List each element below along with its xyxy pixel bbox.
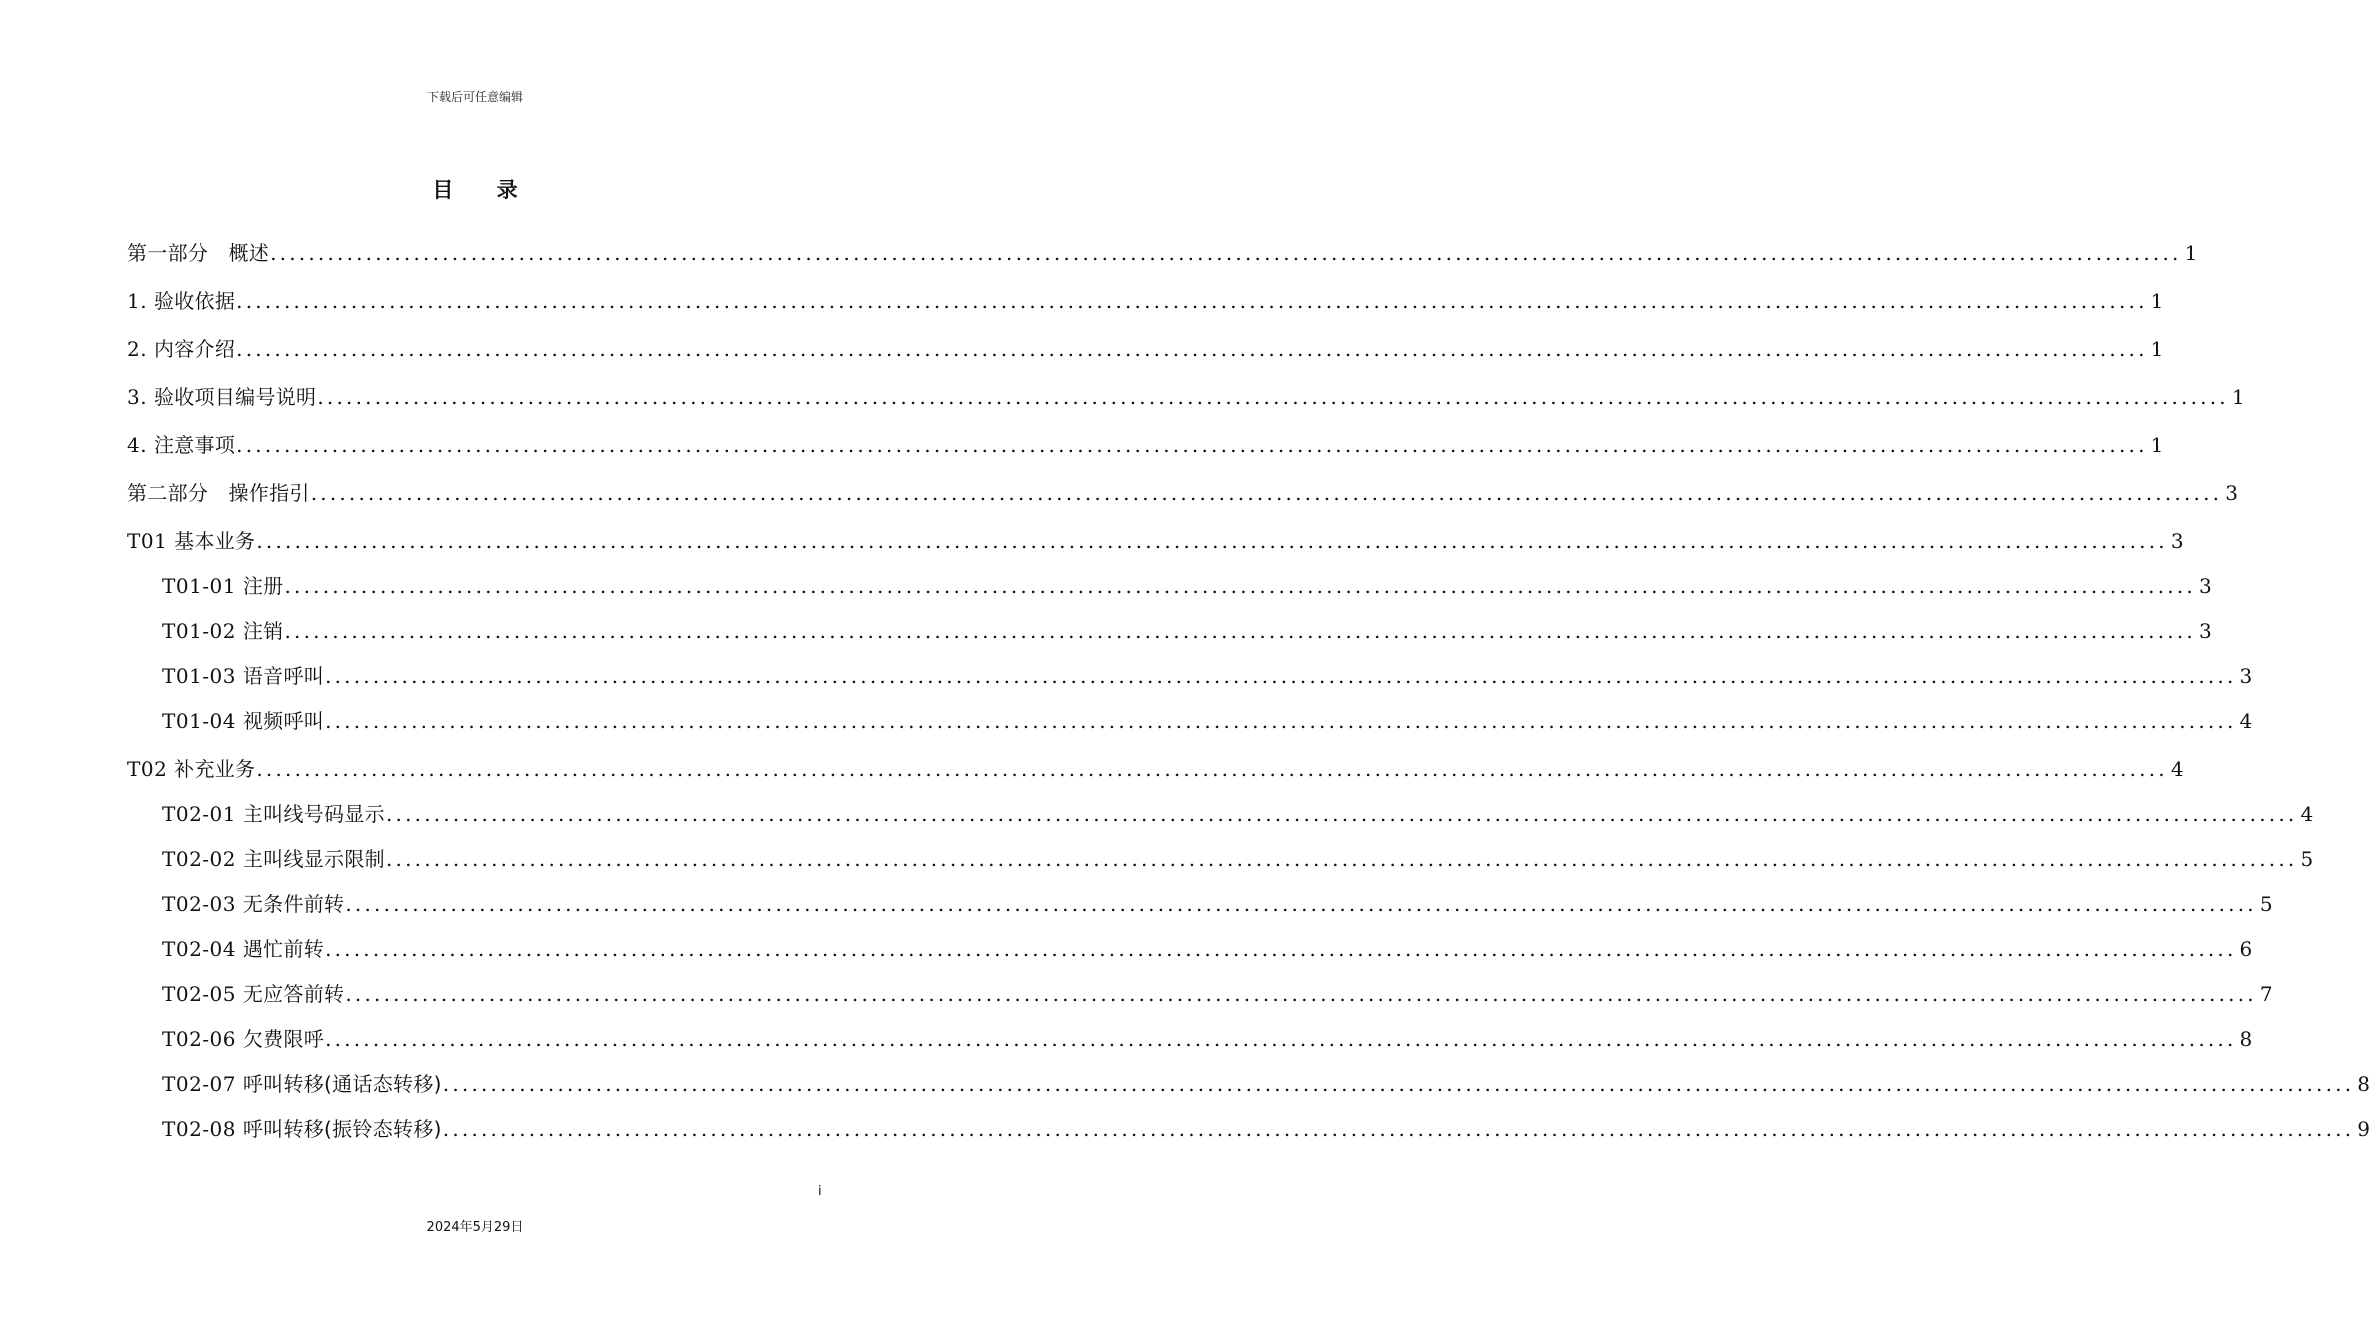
toc-leader-dots: ........................................................................................................................................................................................................	[385, 847, 2298, 871]
toc-entry-title: 遇忙前转	[242, 937, 325, 961]
toc-entry-page: 3	[2225, 481, 2238, 505]
toc-leader-dots: ........................................................................................................................................................................................................	[442, 1072, 2355, 1096]
toc-entry-page: 1	[2150, 433, 2164, 457]
toc-entry-page: 1	[2231, 385, 2245, 409]
toc-entry-number: T02-02	[162, 847, 243, 871]
toc-leader-dots: ........................................................................................................................................................................................................	[345, 892, 2257, 916]
toc-entry-page: 4	[2170, 757, 2184, 781]
toc-entry-page: 1	[2184, 241, 2198, 265]
toc-leader-dots: ........................................................................................................................................................................................................	[270, 241, 2182, 265]
toc-entry-page: 5	[2259, 892, 2273, 916]
toc-leader-dots: ........................................................................................................................................................................................................	[284, 574, 2196, 598]
toc-entry-page: 8	[2357, 1072, 2370, 1096]
toc-entry-title: 注销	[242, 619, 284, 643]
toc-entry-page: 3	[2198, 619, 2212, 643]
toc-title: 目 录	[432, 178, 536, 202]
toc-entry-page: 6	[2239, 937, 2253, 961]
toc-entry[interactable]	[127, 526, 2184, 556]
toc-entry-title: 呼叫转移(振铃态转移)	[242, 1117, 442, 1141]
toc-entry-title: 补充业务	[174, 757, 256, 781]
toc-entry-title: 主叫线显示限制	[242, 847, 385, 871]
toc-entry-page: 7	[2259, 982, 2273, 1006]
toc-leader-dots: ........................................................................................................................................................................................................	[345, 982, 2257, 1006]
toc-entry-title: 注册	[242, 574, 284, 598]
toc-entry-title: 验收项目编号说明	[153, 385, 317, 409]
toc-entry-title: 第一部分 概述	[127, 241, 270, 265]
toc-entry-page: 4	[2239, 709, 2253, 733]
toc-entry-number: T02-03	[162, 892, 243, 916]
toc-entry-number: T02-01	[162, 802, 243, 826]
toc-entry[interactable]	[127, 1024, 2253, 1054]
toc-entry-number: 3.	[127, 385, 154, 409]
toc-leader-dots: ........................................................................................................................................................................................................	[236, 289, 2148, 313]
toc-entry-number: T01	[127, 529, 175, 553]
toc-leader-dots: ........................................................................................................................................................................................................	[442, 1117, 2355, 1141]
toc-entry-number: T02-07	[162, 1072, 243, 1096]
toc-entry-page: 4	[2300, 802, 2314, 826]
toc-entry-number: T01-04	[162, 709, 243, 733]
toc-entry-number: T02-06	[162, 1027, 243, 1051]
toc-entry-number: 2.	[127, 337, 154, 361]
toc-entry-page: 1	[2150, 337, 2164, 361]
toc-entry-number: T02	[127, 757, 175, 781]
toc-leader-dots: ........................................................................................................................................................................................................	[236, 433, 2148, 457]
toc-entry-title: 语音呼叫	[242, 664, 325, 688]
toc-entry-number: T02-04	[162, 937, 243, 961]
toc-entry-page: 9	[2357, 1117, 2370, 1141]
toc-entry[interactable]	[127, 844, 2314, 874]
toc-entry[interactable]	[127, 616, 2212, 646]
toc-leader-dots: ........................................................................................................................................................................................................	[325, 709, 2237, 733]
toc-entry[interactable]	[127, 382, 2245, 412]
toc-entry[interactable]	[127, 754, 2184, 784]
toc-entry[interactable]	[127, 1114, 2370, 1144]
toc-entry-number: T02-08	[162, 1117, 243, 1141]
toc-entry-page: 3	[2198, 574, 2212, 598]
toc-entry-title: 视频呼叫	[242, 709, 325, 733]
toc-entry-number: T02-05	[162, 982, 243, 1006]
toc-entry-number: 1.	[127, 289, 154, 313]
toc-entry-title: 呼叫转移(通话态转移)	[242, 1072, 442, 1096]
toc-entry-page: 3	[2239, 664, 2253, 688]
toc-entry-title: 内容介绍	[153, 337, 236, 361]
toc-entry-page: 8	[2239, 1027, 2253, 1051]
toc-entry[interactable]	[127, 799, 2314, 829]
toc-entry-number: T01-01	[162, 574, 243, 598]
toc-entry-page: 5	[2300, 847, 2314, 871]
page-header: 下载后可任意编辑	[426, 90, 523, 104]
toc-entry-number: T01-03	[162, 664, 243, 688]
toc-entry[interactable]	[127, 979, 2273, 1009]
toc-entry-title: 无条件前转	[242, 892, 345, 916]
toc-leader-dots: ........................................................................................................................................................................................................	[256, 757, 2168, 781]
toc-entry[interactable]	[127, 889, 2273, 919]
toc-entry-title: 主叫线号码显示	[242, 802, 385, 826]
toc-entry-number: 4.	[127, 433, 154, 457]
toc-entry[interactable]	[127, 1069, 2370, 1099]
page-footer-date: 2024年5月29日	[426, 1220, 524, 1235]
toc-entry[interactable]	[127, 430, 2164, 460]
toc-entry[interactable]	[127, 661, 2253, 691]
toc-entry[interactable]	[127, 571, 2212, 601]
toc-leader-dots: ........................................................................................................................................................................................................	[385, 802, 2298, 826]
toc-entry-title: 第二部分 操作指引	[127, 481, 310, 505]
toc-leader-dots: ........................................................................................................................................................................................................	[325, 937, 2237, 961]
toc-entry-page: 1	[2150, 289, 2164, 313]
toc-entry-title: 无应答前转	[242, 982, 345, 1006]
toc-entry[interactable]	[127, 334, 2164, 364]
page-number: i	[818, 1184, 822, 1199]
toc-leader-dots: ........................................................................................................................................................................................................	[236, 337, 2148, 361]
toc-leader-dots: ........................................................................................................................................................................................................	[284, 619, 2196, 643]
toc-entry-number: T01-02	[162, 619, 243, 643]
toc-entry-title: 注意事项	[153, 433, 236, 457]
toc-leader-dots: ........................................................................................................................................................................................................	[317, 385, 2229, 409]
toc-entry-title: 验收依据	[153, 289, 236, 313]
toc-entry-title: 欠费限呼	[242, 1027, 325, 1051]
toc-leader-dots: ........................................................................................................................................................................................................	[310, 481, 2223, 505]
toc-entry[interactable]	[127, 706, 2253, 736]
toc-entry[interactable]	[127, 286, 2164, 316]
toc-entry[interactable]	[127, 238, 2198, 268]
toc-leader-dots: ........................................................................................................................................................................................................	[325, 1027, 2237, 1051]
toc-entry-title: 基本业务	[174, 529, 256, 553]
toc-leader-dots: ........................................................................................................................................................................................................	[256, 529, 2168, 553]
toc-entry-page: 3	[2170, 529, 2184, 553]
toc-entry[interactable]	[127, 478, 2238, 508]
toc-entry[interactable]	[127, 934, 2253, 964]
toc-leader-dots: ........................................................................................................................................................................................................	[325, 664, 2237, 688]
